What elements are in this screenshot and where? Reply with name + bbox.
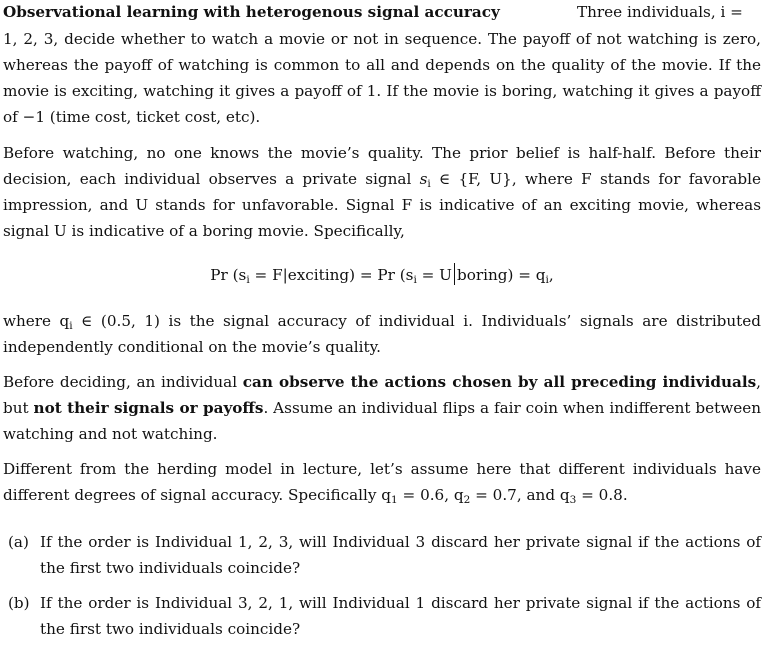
question-a-line-2: the first two individuals coincide? bbox=[40, 559, 301, 577]
paragraph-2-line-4: signal U is indicative of a boring movie. Specifically, bbox=[3, 222, 405, 240]
section-title: Observational learning with heterogenous signal accuracy bbox=[3, 3, 500, 21]
paragraph-3-line-2: independently conditional on the movie’s quality. bbox=[3, 338, 381, 356]
paragraph-5-line-2: different degrees of signal accuracy. Specifically $q_1 = 0.6$, $q_2 = 0.7$, and $q_3 = 0.8$. bbox=[3, 486, 628, 506]
paragraph-1-line-5: of −1 (time cost, ticket cost, etc). bbox=[3, 108, 261, 126]
paragraph-4-line-2: but not their signals or payoffs. Assume an individual flips a fair coin when indifferent between bbox=[3, 399, 761, 417]
paragraph-2-line-1: Before watching, no one knows the movie’s quality. The prior belief is half-half. Before their bbox=[3, 144, 761, 162]
paragraph-1-line-4: movie is exciting, watching it gives a payoff of 1. If the movie is boring, watching it gives a payoff bbox=[3, 82, 761, 100]
paragraph-1-line-3: whereas the payoff of watching is common to all and depends on the quality of the movie. If the bbox=[3, 56, 761, 74]
paragraph-3-line-1: where $q_i$ ∈ (0.5, 1) is the signal accuracy of individual i. Individuals’ signals are distributed bbox=[3, 312, 761, 332]
paragraph-1-line-1 bbox=[3, 2, 500, 22]
question-b-line-1: If the order is Individual 3, 2, 1, will Individual 1 discard her private signal if the actions of bbox=[40, 594, 761, 612]
paragraph-1-line-1-tail: Three individuals, i = bbox=[577, 3, 743, 21]
paragraph-5-line-1: Different from the herding model in lecture, let’s assume here that different individuals have bbox=[3, 460, 761, 478]
paragraph-4-line-3: watching and not watching. bbox=[3, 425, 218, 443]
question-a-label: (a) bbox=[8, 533, 29, 551]
paragraph-2-line-3: impression, and U stands for unfavorable. Signal F is indicative of an exciting movie, whereas bbox=[3, 196, 761, 214]
paragraph-1-line-2: 1, 2, 3, decide whether to watch a movie or not in sequence. The payoff of not watching is zero, bbox=[3, 30, 761, 48]
accuracy-equation: Pr ($s_i$ = F|exciting) = Pr ($s_i = U$ boring) = $q_i$, bbox=[3, 263, 761, 290]
question-b-label: (b) bbox=[8, 594, 30, 612]
question-a-line-1: If the order is Individual 1, 2, 3, will Individual 3 discard her private signal if the actions of bbox=[40, 533, 761, 551]
question-b-line-2: the first two individuals coincide? bbox=[40, 620, 301, 638]
paragraph-2-line-2: decision, each individual observes a private signal $s_i$ ∈ {F, U}, where F stands for favorable bbox=[3, 170, 761, 190]
paragraph-4-line-1: Before deciding, an individual can observe the actions chosen by all preceding individuals, bbox=[3, 373, 761, 391]
conditional-bar bbox=[454, 263, 455, 285]
